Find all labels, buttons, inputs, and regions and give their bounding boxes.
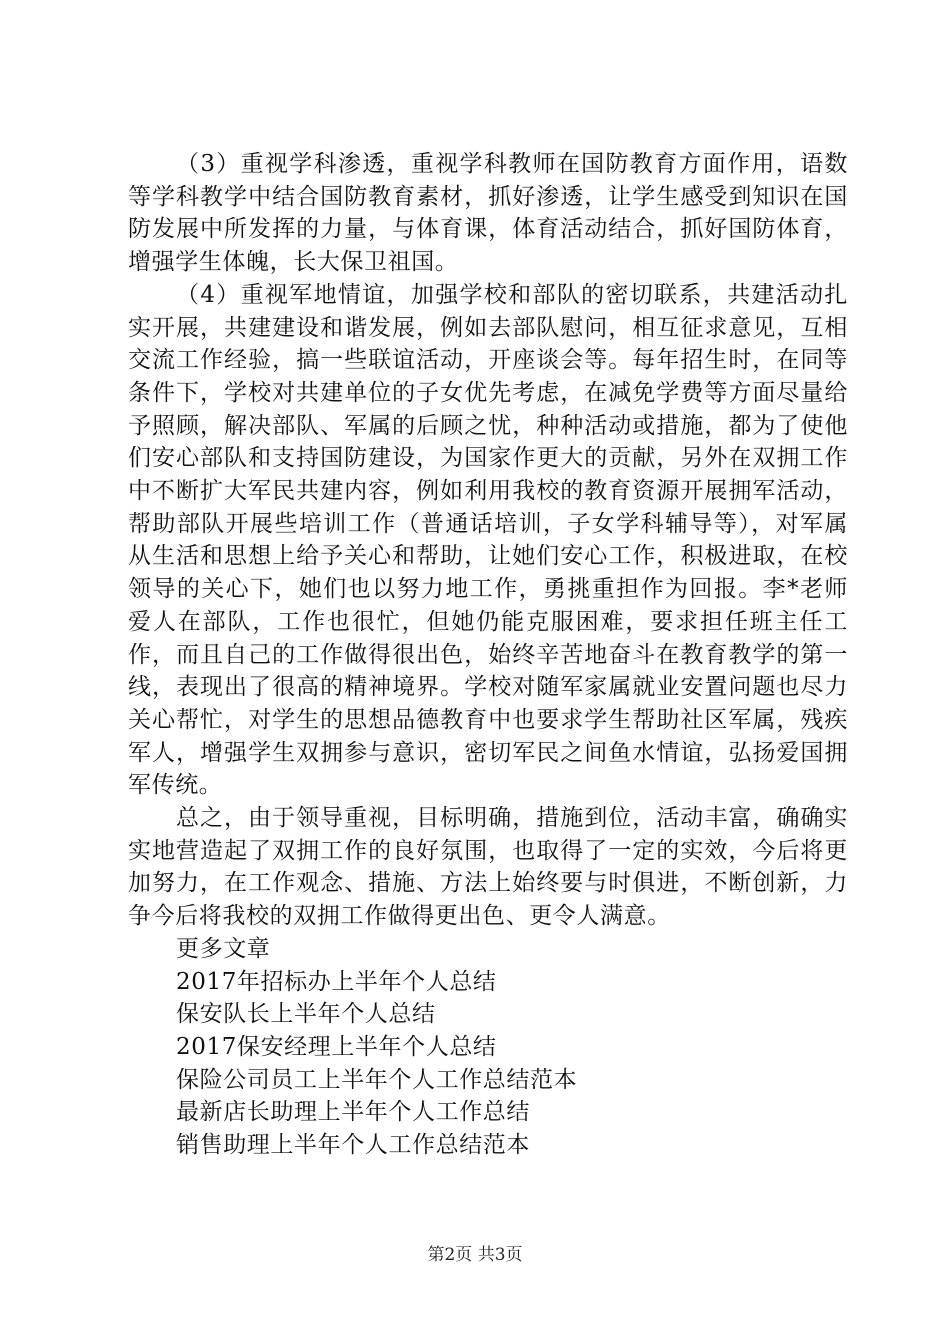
article-link[interactable]: 最新店长助理上半年个人工作总结	[176, 1099, 530, 1126]
article-link[interactable]: 销售助理上半年个人工作总结范本	[176, 1132, 530, 1159]
document-body	[128, 148, 848, 1162]
page-number-footer: 第2页 共3页	[427, 1245, 523, 1265]
more-articles-list	[128, 933, 848, 1162]
paragraph-3: （3）重视学科渗透，重视学科教师在国防教育方面作用，语数等学科教学中结合国防教育素材，抓好渗透，让学生感受到知识在国防发展中所发挥的力量，与体育课，体育活动结合，抓好国防体育，增强学生体魄，长大保卫祖国。	[128, 151, 848, 276]
article-link[interactable]: 保安队长上半年个人总结	[176, 1001, 436, 1028]
paragraph-4: （4）重视军地情谊，加强学校和部队的密切联系，共建活动扎实开展，共建建设和谐发展，例如去部队慰问，相互征求意见，互相交流工作经验，搞一些联谊活动，开座谈会等。每年招生时，在同等条件下，学校对共建单位的子女优先考虑，在减免学费等方面尽量给予照顾，解决部队、军属的后顾之忧，种种活动或措施，都为了使他们安心部队和支持国防建设，为国家作更大的贡献，另外在双拥工作中不断扩大军民共建内容，例如利用我校的教育资源开展拥军活动，帮助部队开展些培训工作（普通话培训，子女学科辅导等），对军属从生活和思想上给予关心和帮助，让她们安心工作，积极进取，在校领导的关心下，她们也以努力地工作，勇挑重担作为回报。李*老师爱人在部队，工作也很忙，但她仍能克服困难，要求担任班主任工作，而且自己的工作做得很出色，始终辛苦地奋斗在教育教学的第一线，表现出了很高的精神境界。学校对随军家属就业安置问题也尽力关心帮忙，对学生的思想品德教育中也要求学生帮助社区军属，残疾军人，增强学生双拥参与意识，密切军民之间鱼水情谊，弘扬爱国拥军传统。	[128, 281, 848, 799]
more-articles-heading: 更多文章	[176, 935, 271, 962]
paragraph-summary: 总之，由于领导重视，目标明确，措施到位，活动丰富，确确实实地营造起了双拥工作的良好氛围，也取得了一定的实效，今后将更加努力，在工作观念、措施、方法上始终要与时俱进，不断创新，力争今后将我校的双拥工作做得更出色、更令人满意。	[128, 805, 848, 930]
article-link[interactable]: 2017年招标办上半年个人总结	[176, 968, 497, 995]
article-link[interactable]: 2017保安经理上半年个人总结	[176, 1033, 497, 1060]
article-link[interactable]: 保险公司员工上半年个人工作总结范本	[176, 1066, 578, 1093]
